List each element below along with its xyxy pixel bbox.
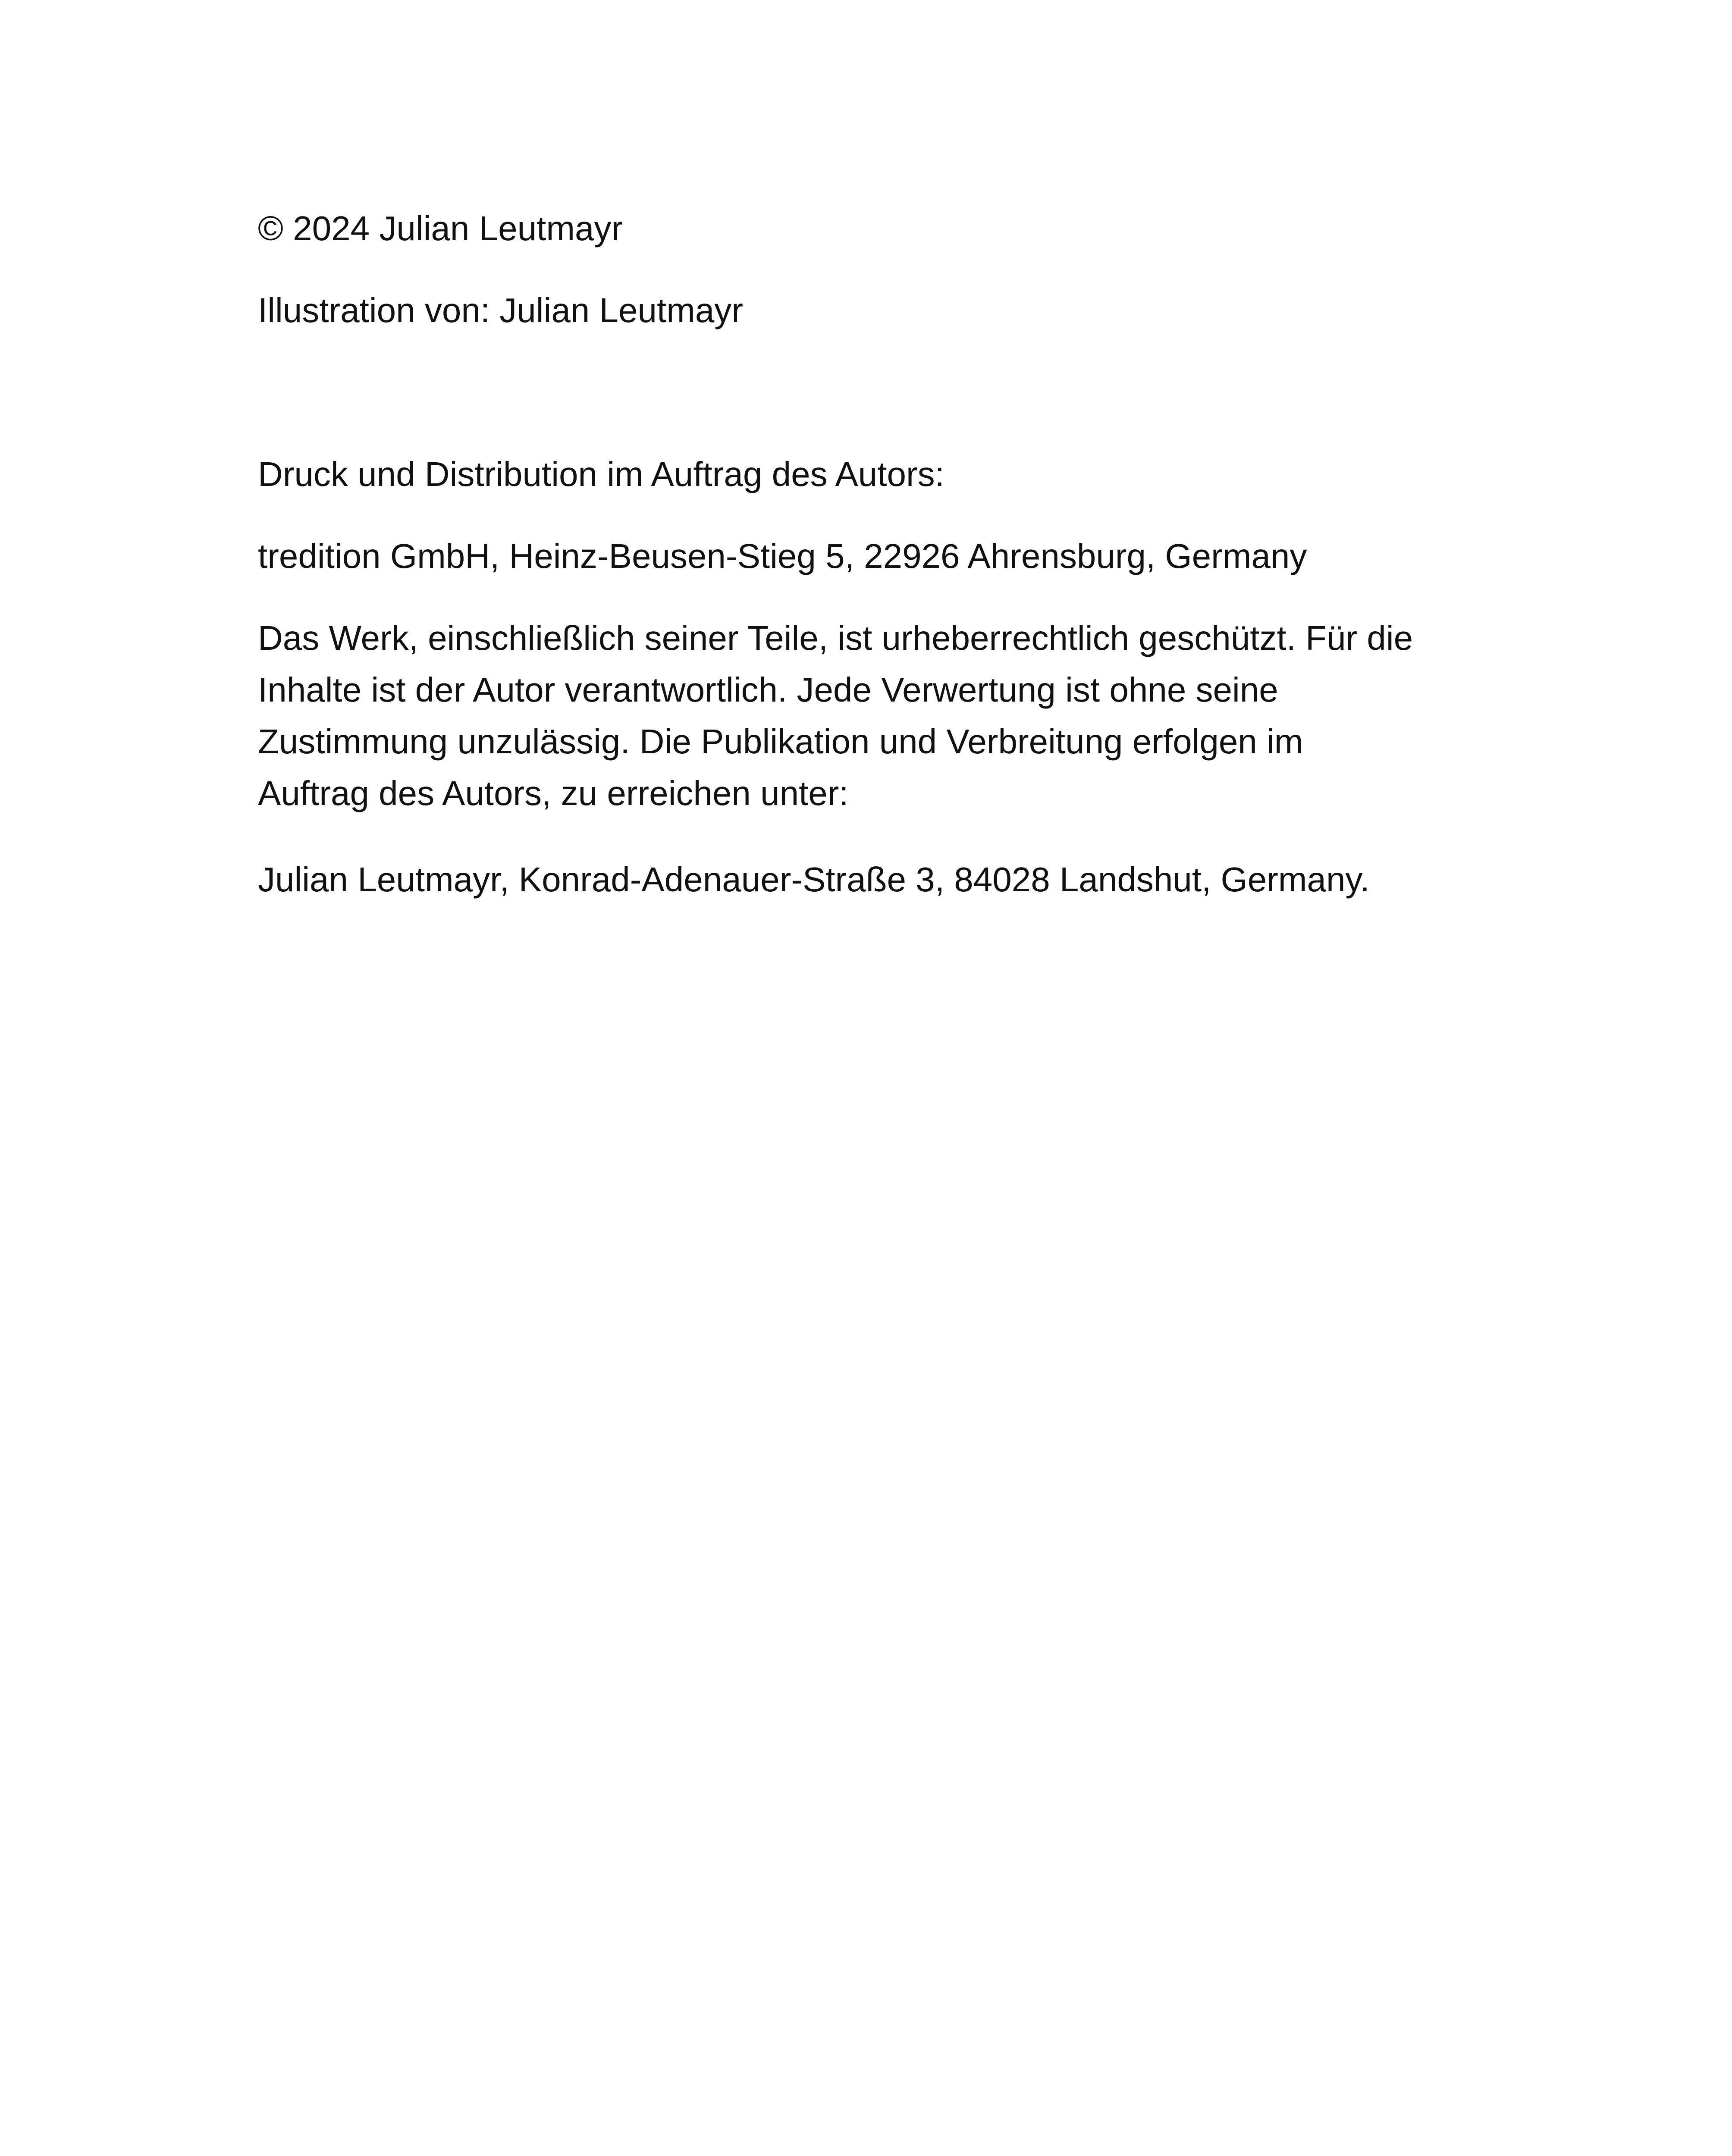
illustration-credit: Illustration von: Julian Leutmayr xyxy=(258,291,743,329)
copyright-notice-line-4: Auftrag des Autors, zu erreichen unter: xyxy=(258,774,849,812)
copyright-notice-line-2: Inhalte ist der Autor verantwortlich. Jede Verwertung ist ohne seine xyxy=(258,671,1278,709)
copyright-notice-line-3: Zustimmung unzulässig. Die Publikation und Verbreitung erfolgen im xyxy=(258,722,1303,761)
printing-distribution-label: Druck und Distribution im Auftrag des Autors: xyxy=(258,455,944,493)
publisher-address: tredition GmbH, Heinz-Beusen-Stieg 5, 22926 Ahrensburg, Germany xyxy=(258,537,1307,575)
author-address: Julian Leutmayr, Konrad-Adenauer-Straße 3, 84028 Landshut, Germany. xyxy=(258,860,1370,899)
copyright-line: © 2024 Julian Leutmayr xyxy=(258,209,623,248)
copyright-notice-line-1: Das Werk, einschließlich seiner Teile, ist urheberrechtlich geschützt. Für die xyxy=(258,619,1413,657)
copyright-notice-paragraph xyxy=(258,612,1509,819)
